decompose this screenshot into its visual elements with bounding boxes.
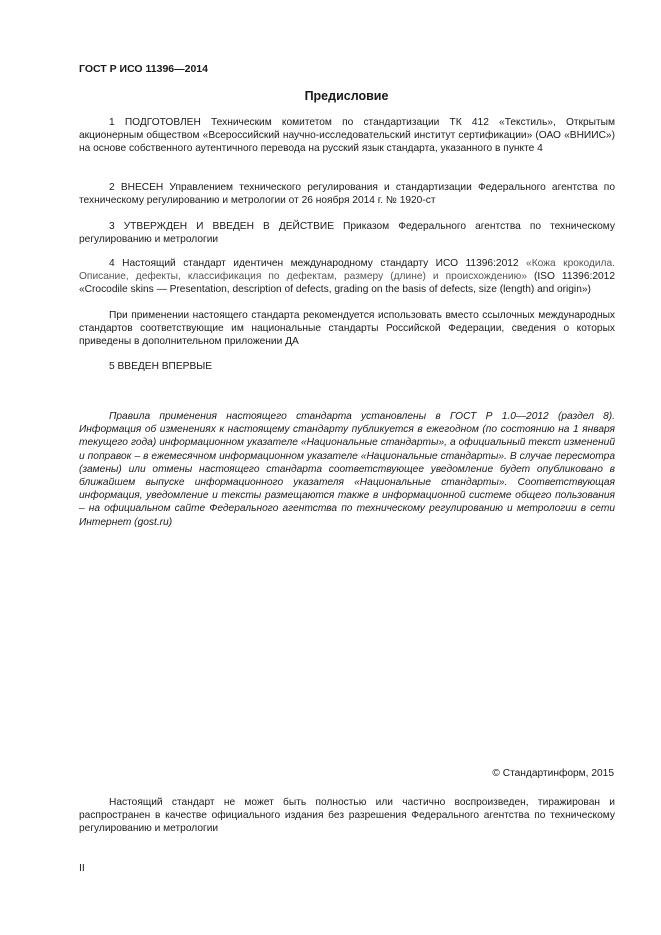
item-2-paragraph: 2 ВНЕСЕН Управлением технического регулирования и стандартизации Федерального агентства по техническому регулированию и метрологии от 26 ноября 2014 г. № 1920-ст	[79, 182, 615, 207]
item-4-note-paragraph: При применении настоящего стандарта рекомендуется использовать вместо ссылочных международных стандартов соответствующие им национальные стандарты Российской Федерации, сведения о которых приведены в дополнительном приложении ДА	[79, 310, 615, 348]
item-4-paragraph	[79, 257, 615, 297]
page-number: II	[79, 862, 85, 874]
item-4-title-ru: «Кожа крокодила. Описание, дефекты, классификация по дефектам, размеру (длине) и происхождению»	[79, 258, 615, 283]
item-4-lead: 4 Настоящий стандарт идентичен международному стандарту ИСО 11396:2012	[109, 258, 527, 269]
reproduction-notice: Настоящий стандарт не может быть полностью или частично воспроизведен, тиражирован и распространен в качестве официального издания без разрешения Федерального агентства по техническому регулированию и метрологии	[79, 797, 615, 835]
rules-notice-paragraph: Правила применения настоящего стандарта установлены в ГОСТ Р 1.0—2012 (раздел 8). Информация об изменениях к настоящему стандарту публикуется в ежегодном (по состоянию на 1 января текущего года) информационном указателе «Национальные стандарты», а официальный текст изменений и поправок – в ежемесячном информационном указателе «Национальные стандарты». В случае пересмотра (замены) или отмены настоящего стандарта соответствующее уведомление будет опубликовано в ближайшем выпуске информационного указателя «Национальные стандарты». Соответствующая информация, уведомление и тексты размещаются также в информационной системе общего пользования – на официальном сайте Федерального агентства по техническому регулированию и метрологии в сети Интернет (gost.ru)	[79, 411, 615, 528]
item-3-paragraph: 3 УТВЕРЖДЕН И ВВЕДЕН В ДЕЙСТВИЕ Приказом Федерального агентства по техническому регулированию и метрологии	[79, 221, 615, 246]
item-1-paragraph: 1 ПОДГОТОВЛЕН Техническим комитетом по стандартизации ТК 412 «Текстиль», Открытым акционерным обществом «Всероссийский научно-исследовательский институт сертификации» (ОАО «ВНИИС») на основе собственного аутентичного перевода на русский язык стандарта, указанного в пункте 4	[79, 117, 615, 155]
item-4-title-en: (ISO 11396:2012 «Crocodile skins — Presentation, description of defects, grading on the basis of defects, size (length) and origin»)	[79, 271, 615, 296]
page-title: Предисловие	[304, 89, 389, 103]
copyright: © Стандартинформ, 2015	[492, 768, 614, 779]
item-5-paragraph: 5 ВВЕДЕН ВПЕРВЫЕ	[109, 361, 213, 372]
standard-code-header: ГОСТ Р ИСО 11396—2014	[79, 63, 208, 75]
